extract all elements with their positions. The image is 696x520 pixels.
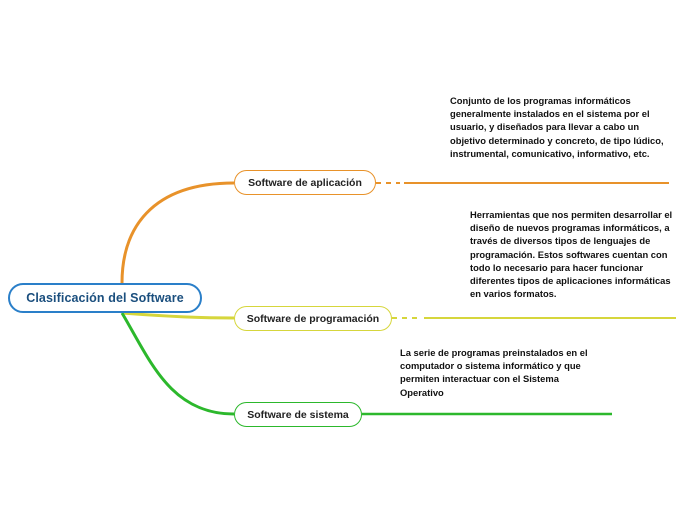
connector-root-to-sistema <box>122 313 234 414</box>
branch-node-sistema-label: Software de sistema <box>247 408 349 421</box>
branch-node-sistema[interactable] <box>234 402 362 427</box>
branch-node-programacion-label: Software de programación <box>246 312 380 325</box>
root-node-label: Clasificación del Software <box>26 291 184 305</box>
root-node[interactable] <box>8 283 202 313</box>
branch-node-aplicacion[interactable] <box>234 170 376 195</box>
note-aplicacion: Conjunto de los programas informáticos generalmente instalados en el sistema por el usuario, y diseñados para llevar a cabo un objetivo determinado y concreto, de tipo lúdico, instrumental, comunicativo, informativo, etc. <box>450 95 664 159</box>
branch-node-aplicacion-label: Software de aplicación <box>248 176 362 189</box>
connector-root-to-aplicacion <box>122 183 234 283</box>
connector-root-to-programacion <box>122 313 234 318</box>
note-sistema: La serie de programas preinstalados en el computador o sistema informático y que permiten interactuar con el Sistema Operativo <box>400 347 588 398</box>
branch-node-programacion[interactable] <box>234 306 392 331</box>
note-programacion: Herramientas que nos permiten desarrollar el diseño de nuevos programas informáticos, a través de diversos tipos de lenguajes de programación. Estos softwares cuentan con todo lo necesario para hacer funcionar diferentes tipos de aplicaciones informáticas en varios formatos. <box>470 209 673 300</box>
